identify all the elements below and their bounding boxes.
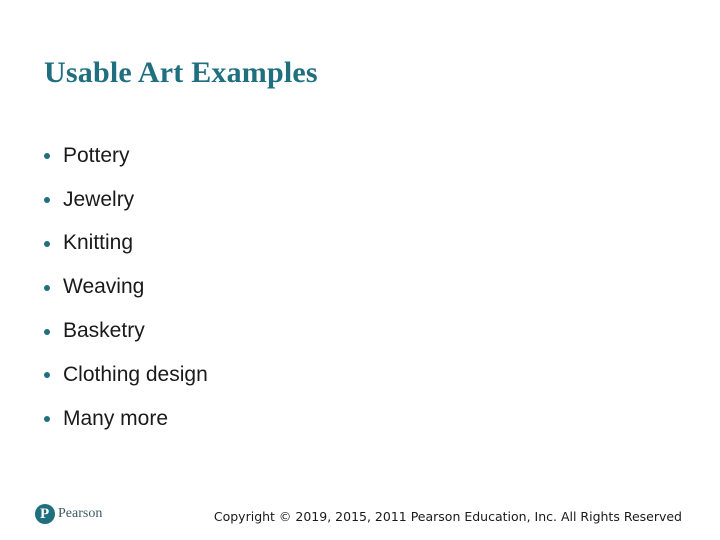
list-item xyxy=(44,265,208,309)
bullet-list xyxy=(44,134,208,441)
bullet-dot-icon xyxy=(44,416,50,422)
pearson-logo-icon xyxy=(35,504,55,524)
bullet-dot-icon xyxy=(44,241,50,247)
bullet-dot-icon xyxy=(44,153,50,159)
list-item-text: Weaving xyxy=(63,275,145,299)
bullet-dot-icon xyxy=(44,285,50,291)
list-item xyxy=(44,178,208,222)
list-item xyxy=(44,353,208,397)
logo-text: Pearson xyxy=(58,506,103,521)
list-item-text: Pottery xyxy=(63,143,130,167)
list-item xyxy=(44,222,208,266)
copyright-notice: Copyright © 2019, 2015, 2011 Pearson Education, Inc. All Rights Reserved xyxy=(213,509,682,524)
list-item-text: Clothing design xyxy=(63,362,208,386)
list-item xyxy=(44,134,208,178)
slide-footer xyxy=(0,500,720,540)
list-item-text: Basketry xyxy=(63,319,145,343)
list-item xyxy=(44,309,208,353)
list-item-text: Jewelry xyxy=(63,187,135,211)
list-item xyxy=(44,397,208,441)
list-item-text: Many more xyxy=(63,406,169,430)
pearson-logo xyxy=(35,504,102,524)
bullet-dot-icon xyxy=(44,197,50,203)
bullet-dot-icon xyxy=(44,372,50,378)
slide-title: Usable Art Examples xyxy=(44,56,318,89)
list-item-text: Knitting xyxy=(63,231,134,255)
bullet-dot-icon xyxy=(44,329,50,335)
